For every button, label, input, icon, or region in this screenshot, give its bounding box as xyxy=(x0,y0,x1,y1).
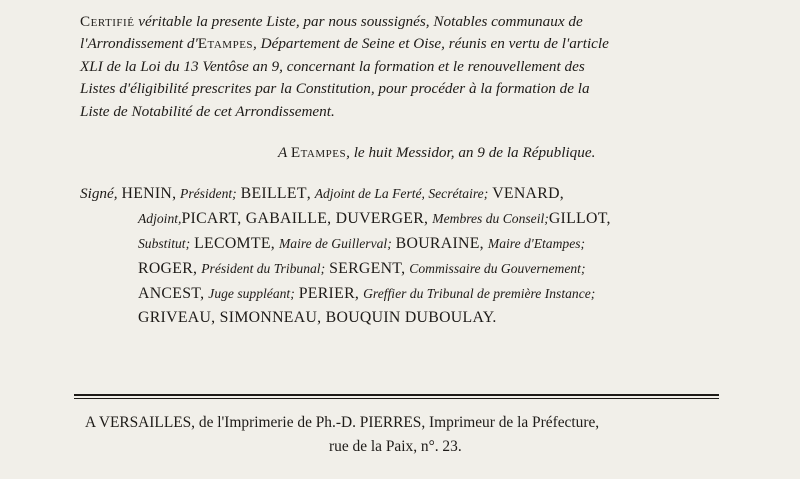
certification-line4: Listes d'éligibilité prescrites par la Constitution, pour procéder à la formation de la xyxy=(80,80,590,98)
signature-line-2 xyxy=(138,210,611,228)
certification-line3: XLI de la Loi du 13 Ventôse an 9, concernant la formation et le renouvellement des xyxy=(80,57,585,75)
signer-name: VENARD, xyxy=(492,185,565,202)
signer-role: Membres du Conseil; xyxy=(432,211,549,226)
certification-line2-rest: , Département de Seine et Oise, réunis en vertu de l'article xyxy=(253,35,609,53)
dateline xyxy=(278,144,595,162)
signer-name: ROGER, xyxy=(138,260,198,277)
signer-name: BOURAINE, xyxy=(395,235,484,252)
signature-line-1: Signé, HENIN, Président; BEILLET, Adjoint de La Ferté, Secrétaire; VENARD, xyxy=(80,185,565,202)
signature-line-4 xyxy=(138,260,585,278)
signature-line-6 xyxy=(138,309,497,327)
imprint-line1: A VERSAILLES, de l'Imprimerie de Ph.-D. PIERRES, Imprimeur de la Préfecture, xyxy=(85,414,600,431)
signer-names: PICART, GABAILLE, DUVERGER, xyxy=(181,210,429,227)
certification-place: Etampes xyxy=(197,35,254,53)
signer-name: LECOMTE, xyxy=(194,235,276,252)
certification-line1: véritable la presente Liste, par nous soussignés, Notables communaux de xyxy=(134,13,583,30)
signature-line-5 xyxy=(138,285,595,303)
certification-line2-pre: l'Arrondissement d' xyxy=(80,35,198,53)
signer-role: Maire d'Etampes; xyxy=(487,236,586,251)
signed-label: Signé, xyxy=(80,185,118,202)
certification-line5: Liste de Notabilité de cet Arrondissement. xyxy=(80,102,335,120)
signature-line-3 xyxy=(138,235,585,253)
signer-role: Maire de Guillerval; xyxy=(278,236,392,251)
signer-role: Adjoint, xyxy=(138,211,182,226)
signer-name: BEILLET xyxy=(240,185,307,202)
signer-role: Juge suppléant; xyxy=(208,286,295,301)
signer-role: Adjoint de La Ferté, Secrétaire; xyxy=(314,186,489,201)
divider-thick xyxy=(74,394,719,396)
signer-role: Commissaire du Gouvernement; xyxy=(409,261,586,276)
certification-lead-word: Certifié xyxy=(80,13,135,30)
bleed-through-texture xyxy=(90,326,710,386)
signer-role: Président; xyxy=(180,186,237,201)
signer-name: HENIN xyxy=(121,185,173,202)
signer-role: Substitut; xyxy=(138,236,191,251)
signer-role: Greffier du Tribunal de première Instance; xyxy=(363,286,596,301)
signer-name: SERGENT, xyxy=(329,260,406,277)
signer-name: PERIER, xyxy=(298,285,360,302)
dateline-pre: A xyxy=(278,144,291,161)
certification-paragraph xyxy=(80,11,720,123)
dateline-rest: , le huit Messidor, an 9 de la République. xyxy=(346,144,596,161)
signer-role: Président du Tribunal; xyxy=(201,261,326,276)
divider-thin xyxy=(74,398,719,399)
signer-name: ANCEST, xyxy=(138,285,205,302)
imprint-line2: rue de la Paix, n°. 23. xyxy=(329,438,462,455)
signer-name: GILLOT, xyxy=(548,210,611,227)
dateline-place: Etampes xyxy=(290,144,347,161)
signer-names: GRIVEAU, SIMONNEAU, BOUQUIN DUBOULAY. xyxy=(138,309,497,326)
